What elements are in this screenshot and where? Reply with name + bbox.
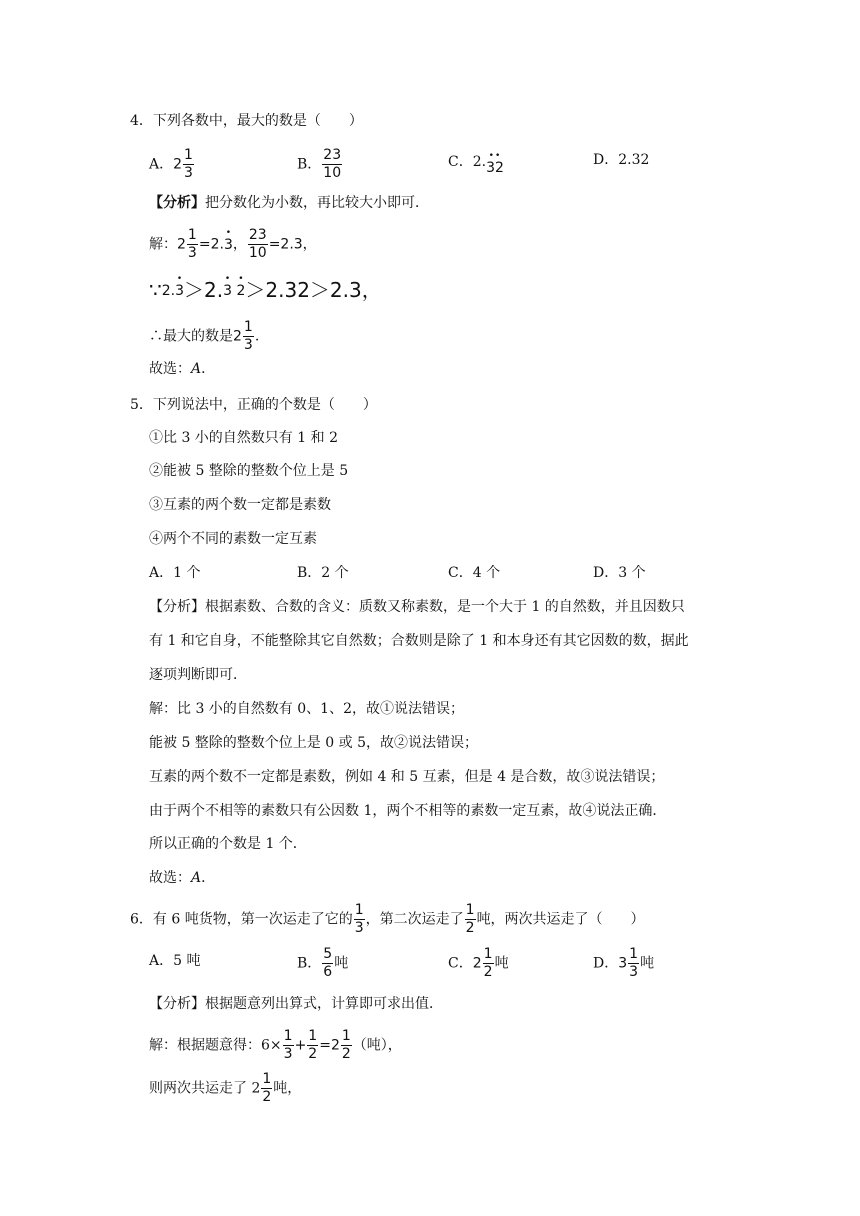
q4-stem: 4．下列各数中，最大的数是（ ） [130, 113, 363, 129]
q5-solution-line-4: 由于两个不相等的素数只有公因数 1，两个不相等的素数一定互素，故④说法正确． [149, 803, 667, 819]
q5-solution-line-5: 所以正确的个数是 1 个． [149, 836, 307, 852]
q4-solution-line-2: ∵2.• 3＞2.• 3 • 2＞2.32＞2.3， [149, 280, 382, 301]
q5-answer: 故选：A． [149, 870, 216, 886]
q5-statement-3: ③互素的两个数一定都是素数 [149, 497, 331, 513]
q5-option-c: C．4 个 [448, 565, 501, 581]
q6-option-a: A．5 吨 [149, 953, 201, 969]
q6-solution-line-2: 则两次共运走了 2 $\frac{1}{2}$ 吨， [149, 1071, 302, 1105]
q5-statement-1: ①比 3 小的自然数只有 1 和 2 [149, 430, 338, 446]
q4-option-b: B． $\frac{23}{10}$ [297, 147, 342, 181]
q5-statement-4: ④两个不同的素数一定互素 [149, 531, 317, 547]
q5-stem: 5．下列说法中，正确的个数是（ ） [130, 397, 377, 413]
q5-analysis-line-1: 【分析】根据素数、合数的含义：质数又称素数，是一个大于 1 的自然数，并且因数只 [149, 599, 685, 615]
q5-solution-line-2: 能被 5 整除的整数个位上是 0 或 5，故②说法错误； [149, 735, 478, 751]
q4-option-c: C．2.•• 32 [448, 152, 504, 172]
q4-solution-line-3: ∴最大的数是2 $\frac{1}{3}$ . [149, 319, 260, 353]
q5-analysis-line-3: 逐项判断即可． [149, 667, 247, 683]
q4-answer: 故选：A． [149, 361, 216, 377]
q6-option-d: D．3 $\frac{1}{3}$ 吨 [593, 946, 655, 980]
q5-solution-line-3: 互素的两个数不一定都是素数，例如 4 和 5 互素，但是 4 是合数，故③说法错误； [149, 769, 665, 785]
q5-solution-line-1: 解：比 3 小的自然数有 0、1、2，故①说法错误； [149, 701, 464, 717]
q5-option-d: D．3 个 [593, 565, 646, 581]
q6-stem: 6．有 6 吨货物，第一次运走了它的 $\frac{1}{3}$ ，第二次运走了 $\frac{1}{2}$ 吨，两次共运走了（ ） [130, 902, 645, 936]
q5-option-b: B．2 个 [297, 565, 349, 581]
q6-option-b: B． $\frac{5}{6}$ 吨 [297, 946, 349, 980]
q6-solution-line-1: 解：根据题意得：6× $\frac{1}{3}$ + $\frac{1}{2}$ =2 $\frac{1}{2}$ （吨）， [149, 1028, 402, 1062]
q6-analysis: 【分析】根据题意列出算式，计算即可求出值． [149, 996, 443, 1012]
q5-option-a: A．1 个 [149, 565, 201, 581]
q6-option-c: C．2 $\frac{1}{2}$ 吨 [448, 946, 509, 980]
q5-statement-2: ②能被 5 整除的整数个位上是 5 [149, 463, 349, 479]
q4-solution-line-1: 解：2 $\frac{1}{3}$ =2.• 3， $\frac{23}{10}$ =2.3， [149, 228, 317, 261]
q4-analysis: 【分析】把分数化为小数，再比较大小即可． [149, 195, 429, 211]
q4-option-d: D．2.32 [593, 152, 650, 168]
q4-option-a: A．2 $\frac{1}{3}$ [149, 147, 193, 181]
q5-analysis-line-2: 有 1 和它自身，不能整除其它自然数；合数则是除了 1 和本身还有其它因数的数，据此 [149, 633, 689, 649]
